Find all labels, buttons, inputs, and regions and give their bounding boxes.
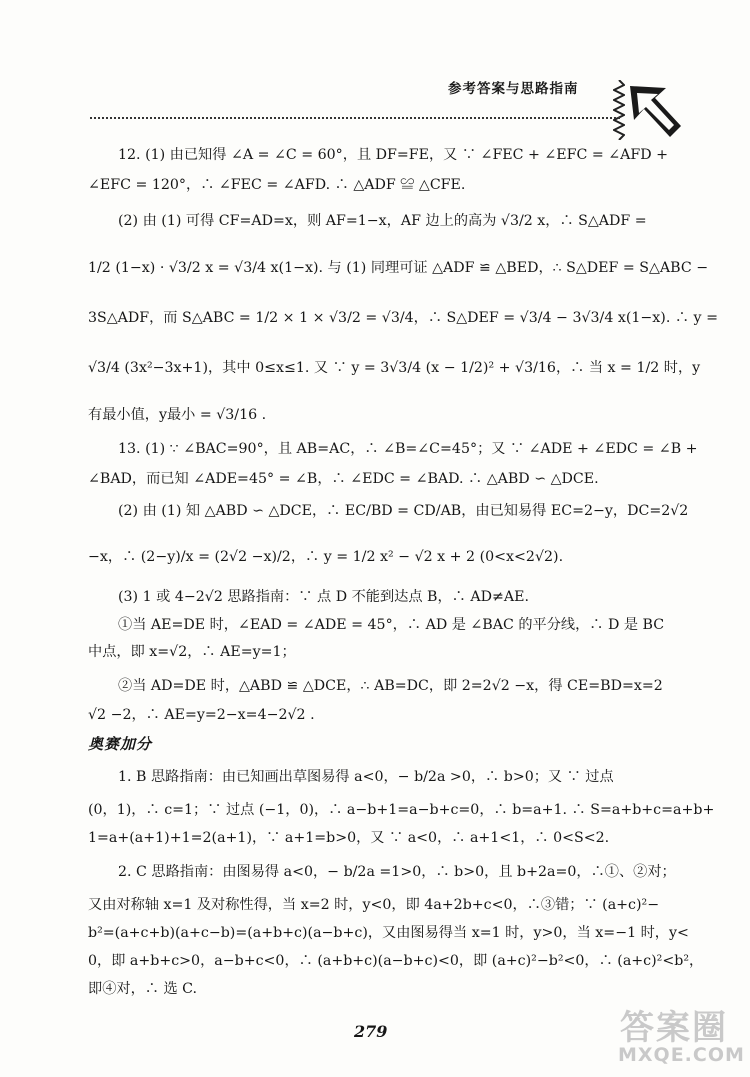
text-line: (3) 1 或 4−2√2 思路指南：∵ 点 D 不能到达点 B，∴ AD≠AE. — [118, 589, 529, 605]
header-divider — [90, 117, 620, 119]
zigzag-border — [613, 80, 625, 140]
arrow-icon — [626, 82, 684, 140]
text-line: 有最小值，y最小 = √3/16 . — [88, 407, 267, 423]
text-line: (0，1)，∴ c=1；∵ 过点 (−1，0)，∴ a−b+1=a−b+c=0，∴ b=a+1. ∴ S=a+b+c=a+b+ — [88, 802, 715, 818]
text-line: 中点，即 x=√2，∴ AE=y=1； — [88, 644, 296, 660]
text-line: 又由对称轴 x=1 及对称性得，当 x=2 时，y<0，即 4a+2b+c<0，∴③错；∵ (a+c)²− — [88, 897, 660, 913]
text-line: ②当 AD=DE 时，△ABD ≌ △DCE，∴ AB=DC，即 2=2√2 −x，得 CE=BD=x=2 — [118, 678, 663, 694]
text-line: 1/2 (1−x) · √3/2 x = √3/4 x(1−x). 与 (1) 同理可证 △ADF ≌ △BED，∴ S△DEF = S△ABC − — [88, 260, 709, 276]
text-line: (2) 由 (1) 可得 CF=AD=x，则 AF=1−x，AF 边上的高为 √3/2 x，∴ S△ADF = — [118, 213, 647, 229]
text-line: 3S△ADF，而 S△ABC = 1/2 × 1 × √3/2 = √3/4，∴ S△DEF = √3/4 − 3√3/4 x(1−x). ∴ y = — [88, 310, 718, 326]
text-line: ∠BAD，而已知 ∠ADE=45° = ∠B，∴ ∠EDC = ∠BAD. ∴ △ABD ∽ △DCE. — [88, 471, 599, 487]
text-line: b²=(a+c+b)(a+c−b)=(a+b+c)(a−b+c)，又由图易得当 x=1 时，y>0，当 x=−1 时，y< — [88, 925, 689, 941]
text-line: ①当 AE=DE 时，∠EAD = ∠ADE = 45°，∴ AD 是 ∠BAC 的平分线，∴ D 是 BC — [118, 617, 665, 633]
watermark-url: MXQE.COM — [618, 1044, 745, 1066]
watermark — [612, 1000, 747, 1075]
text-line: 即④对，∴ 选 C. — [88, 981, 198, 997]
text-line: (2) 由 (1) 知 △ABD ∽ △DCE，∴ EC/BD = CD/AB，由已知易得 EC=2−y，DC=2√2 — [118, 503, 689, 519]
text-line: −x，∴ (2−y)/x = (2√2 −x)/2，∴ y = 1/2 x² − √2 x + 2 (0<x<2√2). — [88, 549, 564, 565]
text-line: √3/4 (3x²−3x+1)，其中 0≤x≤1. 又 ∵ y = 3√3/4 (x − 1/2)² + √3/16，∴ 当 x = 1/2 时，y — [88, 360, 701, 376]
text-line: 0，即 a+b+c>0，a−b+c<0，∴ (a+b+c)(a−b+c)<0，即 (a+c)²−b²<0，∴ (a+c)²<b²， — [88, 953, 704, 969]
text-line: 1. B 思路指南：由已知画出草图易得 a<0，− b/2a >0，∴ b>0；又 ∵ 过点 — [118, 769, 614, 785]
text-line: 1=a+(a+1)+1=2(a+1)，∵ a+1=b>0，又 ∵ a<0，∴ a+1<1，∴ 0<S<2. — [88, 830, 610, 846]
text-line: √2 −2，∴ AE=y=2−x=4−2√2 . — [88, 707, 315, 723]
text-line: 2. C 思路指南：由图易得 a<0，− b/2a =1>0，∴ b>0，且 b+2a=0，∴①、②对； — [118, 864, 676, 880]
section-title: 奥赛加分 — [88, 735, 153, 753]
text-line: 13. (1) ∵ ∠BAC=90°，且 AB=AC，∴ ∠B=∠C=45°；又 ∵ ∠ADE + ∠EDC = ∠B + — [118, 441, 698, 457]
watermark-text: 答案圈 — [620, 1008, 728, 1048]
running-header: 参考答案与思路指南 — [448, 81, 579, 97]
page-number: 279 — [354, 1022, 388, 1041]
text-line: 12. (1) 由已知得 ∠A = ∠C = 60°，且 DF=FE，又 ∵ ∠FEC + ∠EFC = ∠AFD + — [118, 147, 669, 163]
text-line: ∠EFC = 120°，∴ ∠FEC = ∠AFD. ∴ △ADF ≌ △CFE. — [88, 177, 466, 193]
